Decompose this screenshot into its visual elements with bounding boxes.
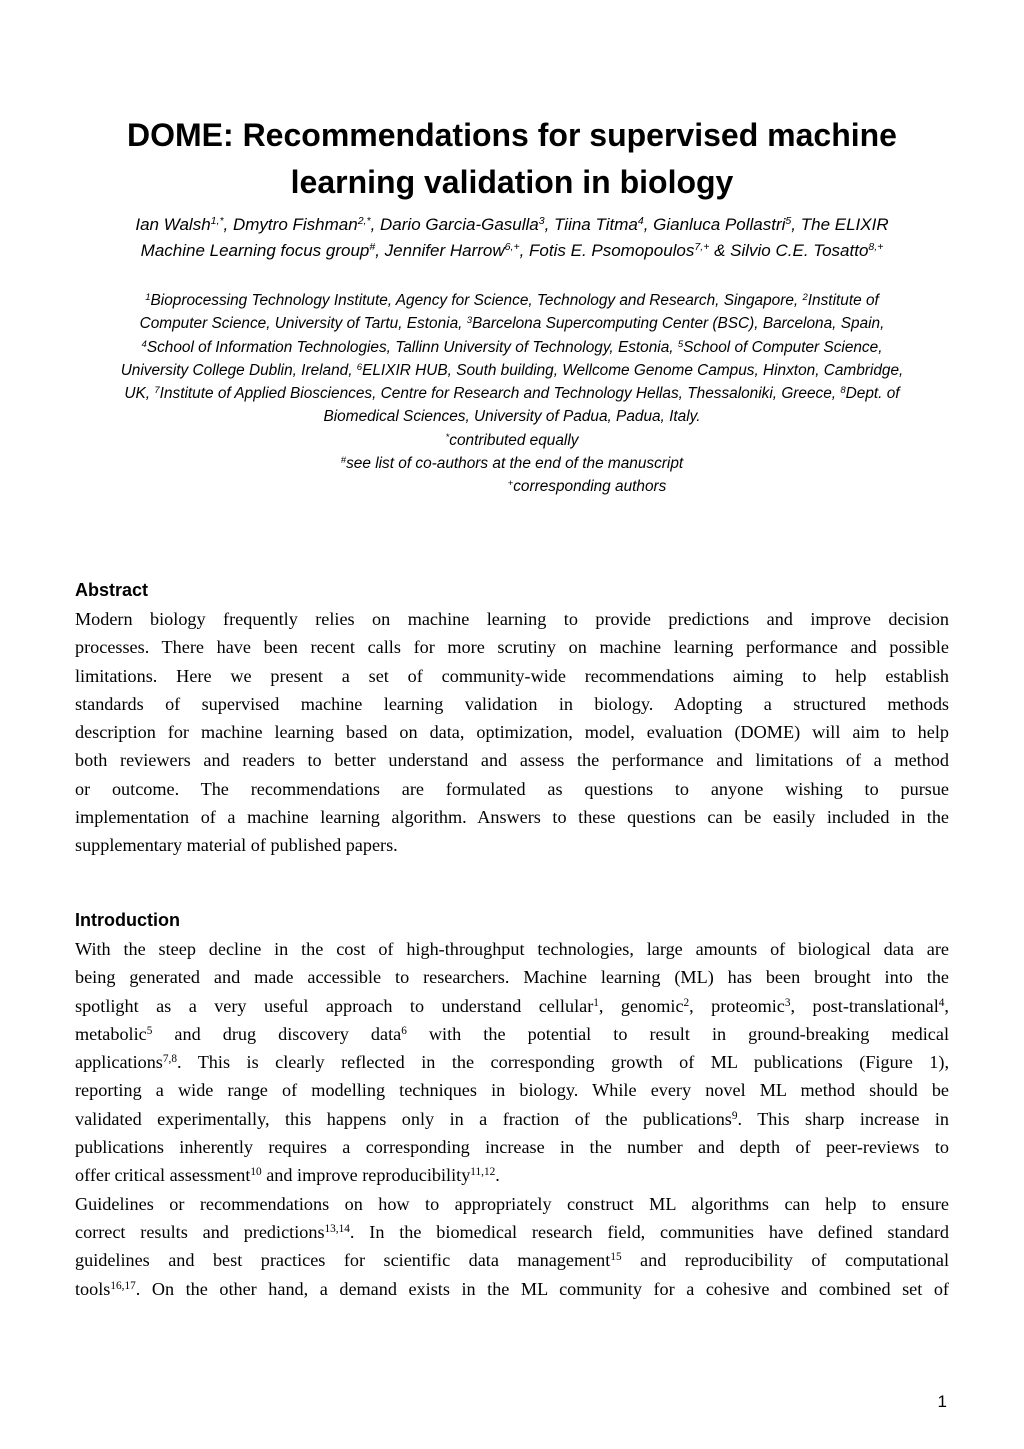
- text-run: corresponding authors: [513, 478, 667, 496]
- text-run: . In the biomedical research field, communities have defined standard: [349, 1221, 949, 1242]
- text-line: [75, 662, 949, 690]
- text-run: , Tiina Titma: [544, 215, 638, 234]
- text-run: offer critical assessment: [75, 1165, 251, 1186]
- text-run: Bioprocessing Technology Institute, Agency for Science, Technology and Research, Singapore,: [150, 292, 803, 309]
- text-run: Machine Learning focus group: [140, 241, 370, 260]
- text-run: , The ELIXIR: [791, 215, 889, 234]
- text-line: [75, 718, 949, 746]
- superscript-ref: 2: [683, 996, 690, 1009]
- abstract-body: [75, 605, 949, 860]
- title-line-2: learning validation in biology: [290, 164, 734, 200]
- text-line: [75, 831, 949, 859]
- text-line: [75, 1218, 949, 1246]
- text-run: , proteomic: [689, 995, 785, 1016]
- superscript-ref: 4: [637, 215, 644, 228]
- text-run: . On the other hand, a demand exists in the ML community for a cohesive and combined set of: [135, 1278, 949, 1299]
- text-run: Institute of Applied Biosciences, Centre for Research and Technology Hellas, Thessaloniki, Greece,: [159, 385, 841, 403]
- text-run: Computer Science, University of Tartu, Estonia,: [139, 315, 467, 333]
- text-run: ,: [944, 995, 949, 1016]
- text-run: and improve reproducibility: [261, 1165, 471, 1186]
- text-run: and drug discovery data: [152, 1023, 402, 1044]
- text-run: Barcelona Supercomputing Center (BSC), Barcelona, Spain,: [472, 315, 885, 333]
- superscript-ref: 7,+: [694, 241, 710, 254]
- corresponding-note: [66, 475, 958, 498]
- text-run: Modern biology frequently relies on machine learning to provide predictions and improve decision: [75, 609, 949, 629]
- paper-title: [60, 112, 964, 206]
- text-run: processes. There have been recent calls for more scrutiny on machine learning performance and possible: [75, 637, 949, 658]
- superscript-ref: 1: [593, 996, 599, 1009]
- text-run: supplementary material of published papers.: [75, 835, 398, 856]
- text-run: . This is clearly reflected in the corresponding growth of ML publications (Figure 1),: [176, 1052, 949, 1073]
- superscript-ref: 11,12: [470, 1166, 496, 1179]
- text-run: . This sharp increase in: [737, 1108, 950, 1129]
- text-run: see list of co-authors at the end of the manuscript: [346, 455, 684, 473]
- text-line: [75, 1190, 949, 1218]
- text-run: , Gianluca Pollastri: [643, 215, 786, 234]
- superscript-ref: 5: [146, 1024, 153, 1037]
- text-run: Biomedical Sciences, University of Padua, Padua, Italy.: [323, 408, 701, 426]
- text-run: UK,: [124, 385, 155, 403]
- text-line: [75, 1275, 949, 1303]
- abstract-heading: Abstract: [75, 580, 149, 600]
- text-run: With the steep decline in the cost of high-throughput technologies, large amounts of biological data are: [75, 939, 949, 959]
- text-run: ELIXIR HUB, South building, Wellcome Genome Campus, Hinxton, Cambridge,: [362, 361, 904, 379]
- text-line: [75, 605, 949, 633]
- text-run: , Fotis E. Psomopoulos: [519, 241, 695, 260]
- text-line: [75, 1161, 949, 1189]
- title-line-1: DOME: Recommendations for supervised machine: [127, 117, 897, 153]
- text-run: School of Computer Science,: [683, 338, 883, 356]
- text-run: limitations. Here we present a set of community-wide recommendations aiming to help establish: [75, 665, 949, 686]
- text-line: [75, 803, 949, 831]
- text-line: [75, 1133, 949, 1161]
- text-run: contributed equally: [449, 431, 579, 449]
- superscript-ref: 10: [250, 1166, 262, 1179]
- text-run: , Jennifer Harrow: [375, 241, 505, 260]
- superscript-ref: 16,17: [110, 1279, 136, 1292]
- text-line: [75, 775, 949, 803]
- text-run: .: [495, 1165, 500, 1186]
- affiliations: [66, 289, 958, 499]
- superscript-ref: +: [507, 478, 514, 490]
- text-run: , Dario Garcia-Gasulla: [370, 215, 539, 234]
- text-run: correct results and predictions: [75, 1221, 325, 1242]
- superscript-ref: 8,+: [868, 241, 884, 254]
- text-line: [75, 992, 949, 1020]
- superscript-ref: 1: [145, 291, 151, 303]
- introduction-heading: Introduction: [75, 910, 180, 930]
- superscript-ref: 6,+: [504, 241, 520, 254]
- superscript-ref: 4: [938, 996, 945, 1009]
- text-run: being generated and made accessible to researchers. Machine learning (ML) has been brought into the: [75, 967, 949, 988]
- superscript-ref: 13,14: [324, 1222, 350, 1235]
- text-run: & Silvio C.E. Tosatto: [709, 241, 869, 260]
- text-line: [75, 746, 949, 774]
- affiliation-line: [66, 405, 958, 428]
- text-run: , Dmytro Fishman: [223, 215, 358, 234]
- text-line: [75, 963, 949, 991]
- affiliation-line: [66, 289, 958, 312]
- text-run: spotlight as a very useful approach to understand cellular: [75, 995, 594, 1016]
- superscript-ref: #: [369, 241, 376, 254]
- text-line: [75, 1048, 949, 1076]
- introduction-body: [75, 935, 949, 1303]
- text-run: University College Dublin, Ireland,: [120, 361, 357, 379]
- superscript-ref: 3: [466, 315, 472, 327]
- text-run: Institute of: [807, 292, 879, 309]
- text-run: Ian Walsh: [135, 215, 211, 234]
- superscript-ref: 5: [785, 215, 792, 228]
- superscript-ref: 15: [610, 1251, 622, 1264]
- superscript-ref: 3: [538, 215, 545, 228]
- superscript-ref: *: [445, 431, 450, 443]
- text-run: metabolic: [75, 1023, 147, 1044]
- superscript-ref: 7,8: [162, 1052, 177, 1065]
- affiliation-line: [66, 382, 958, 405]
- superscript-ref: 8: [840, 384, 846, 396]
- superscript-ref: 4: [141, 338, 147, 350]
- text-run: , genomic: [598, 995, 684, 1016]
- text-line: [75, 690, 949, 718]
- text-run: and reproducibility of computational: [621, 1250, 950, 1271]
- text-run: Guidelines or recommendations on how to appropriately construct ML algorithms can help to ensure: [75, 1193, 949, 1214]
- affiliation-line: [66, 336, 958, 359]
- superscript-ref: 2,*: [357, 215, 371, 228]
- text-run: implementation of a machine learning algorithm. Answers to these questions can be easily included in the: [75, 807, 949, 828]
- text-run: reporting a wide range of modelling techniques in biology. While every novel ML method should be: [75, 1080, 949, 1101]
- text-line: [75, 1105, 949, 1133]
- affiliation-line: [66, 359, 958, 382]
- superscript-ref: 6: [356, 361, 363, 373]
- text-run: description for machine learning based on data, optimization, model, evaluation (DOME) will aim to help: [75, 722, 949, 743]
- text-line: [75, 1020, 949, 1048]
- text-run: standards of supervised machine learning validation in biology. Adopting a structured methods: [75, 693, 949, 714]
- text-run: or outcome. The recommendations are formulated as questions to anyone wishing to pursue: [75, 778, 949, 799]
- superscript-ref: 1,*: [210, 215, 224, 228]
- text-run: applications: [75, 1052, 163, 1073]
- superscript-ref: 2: [802, 291, 808, 303]
- superscript-ref: #: [340, 454, 347, 466]
- text-run: both reviewers and readers to better understand and assess the performance and limitations of a method: [75, 750, 949, 771]
- text-run: publications inherently requires a corresponding increase in the number and depth of peer-reviews to: [75, 1137, 949, 1158]
- affiliation-line: [66, 312, 958, 335]
- text-line: [75, 935, 949, 963]
- superscript-ref: 9: [731, 1109, 738, 1122]
- author-list: [60, 212, 964, 264]
- text-run: guidelines and best practices for scientific data management: [75, 1250, 611, 1271]
- page-number: 1: [937, 1392, 947, 1411]
- text-line: [75, 633, 949, 661]
- text-run: Dept. of: [845, 385, 900, 403]
- text-run: , post-translational: [790, 995, 939, 1016]
- text-run: with the potential to result in ground-breaking medical: [406, 1023, 949, 1044]
- coauthor-note: [66, 452, 958, 475]
- superscript-ref: 7: [154, 384, 160, 396]
- text-line: [75, 1076, 949, 1104]
- superscript-ref: 3: [784, 996, 791, 1009]
- text-run: validated experimentally, this happens only in a fraction of the publications: [75, 1108, 732, 1129]
- text-run: tools: [75, 1278, 111, 1299]
- superscript-ref: 6: [401, 1024, 407, 1037]
- text-run: School of Information Technologies, Tallinn University of Technology, Estonia,: [146, 338, 678, 356]
- author-line: [60, 212, 964, 238]
- contribution-note: [66, 429, 958, 452]
- superscript-ref: 5: [677, 338, 684, 350]
- author-line: [60, 238, 964, 264]
- text-line: [75, 1246, 949, 1274]
